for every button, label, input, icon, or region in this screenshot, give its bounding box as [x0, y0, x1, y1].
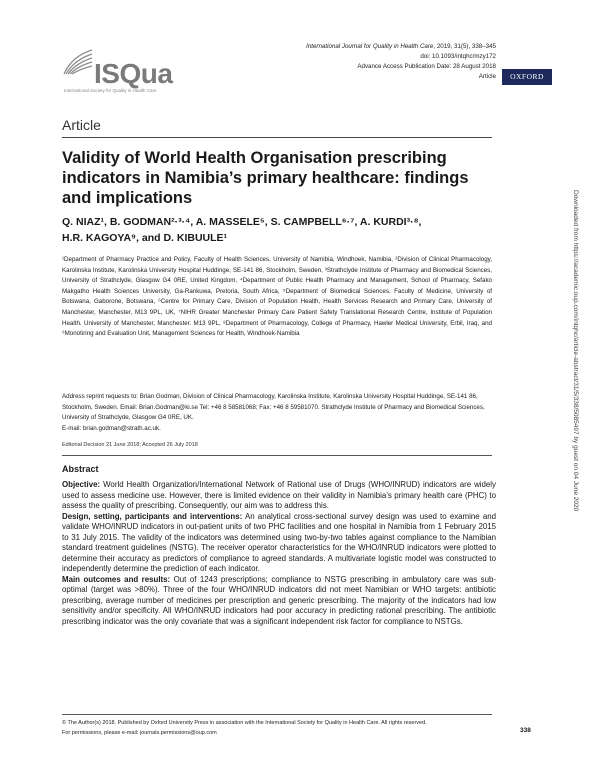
advance-access-date: Advance Access Publication Date: 28 August 2018	[357, 63, 496, 70]
abstract-body	[62, 480, 496, 627]
editorial-decision: Editorial Decision 21 June 2018; Accepted 26 July 2018	[62, 442, 198, 448]
reprint-email: E-mail: brian.godman@strath.ac.uk.	[62, 424, 161, 432]
reprint-address	[62, 392, 492, 434]
results-text: Out of 1243 prescriptions; compliance to NSTG prescribing in ambulatory care was sub-optimal (target was >80%). Three of the four WHO/INRUD indicators did not meet Namibian or WHO targets: antibiotic prescribing, average number of medicines per prescription and generic prescribing. The majority of the indicators had low sensitivity and/or specificity. All WHO/INRUD indicators had poor accuracy in predicting rational prescribing. The antibiotic prescribing indicator was the only covariate that was a significant independent risk factor for compliance to NSTGs.	[62, 574, 496, 626]
objective-label: Objective:	[62, 480, 101, 489]
author-line-2: H.R. KAGOYA⁹, and D. KIBUULE¹	[62, 232, 228, 244]
permissions-text: For permissions, please e-mail: journals.permissions@oup.com	[62, 730, 217, 736]
article-type: Article	[478, 73, 496, 80]
design-text: An analytical cross-sectional survey design was used to examine and validate WHO/INRUD indicators in out-patient units of two PHC facilities and one hospital in Namibia from 1 February 2015 to 31 July 2015. The validity of the indicators was determined using two-by-two tables against compliance to the Namibian standard treatment guidelines (NSTG). The receiver operator characteristics for the WHO/INRUD indicators were plotted to determine their accuracy as predictors of compliance to agreed standards. A multivariate logistic model was constructed to independently determine the prediction of each indicator.	[62, 511, 496, 573]
results-label: Main outcomes and results:	[62, 574, 171, 584]
abstract-objective	[62, 480, 496, 512]
author-list	[62, 214, 512, 246]
isqua-logo-text: ISQua	[94, 58, 173, 89]
page-number: 338	[520, 727, 531, 734]
abstract-design	[62, 512, 496, 575]
isqua-tagline: International Society for Quality in Health Care	[64, 88, 157, 93]
design-label: Design, setting, participants and interventions:	[62, 511, 243, 521]
journal-name: International Journal for Quality in Health Care	[306, 43, 434, 50]
journal-doi: doi: 10.1093/intqhc/mzy172	[420, 53, 496, 60]
oxford-logo: OXFORD	[502, 69, 552, 85]
author-line-1: Q. NIAZ¹, B. GODMAN²·³·⁴, A. MASSELE⁵, S. CAMPBELL⁶·⁷, A. KURDI³·⁸,	[62, 216, 422, 228]
copyright-block	[62, 718, 492, 738]
reprint-text: Address reprint requests to: Brian Godman, Division of Clinical Pharmacology, Karolinska Institute, Karolinska University Hospital Huddinge, SE-141 86, Stockholm, Sweden. Email: Brian.Godman@ki.se Tel: +46 8 58581068; Fax: +46 8 59581070. Strathclyde Institute of Pharmacy and Biomedical Sciences, University of Strathclyde, Glasgow G4 0RE, UK.	[62, 393, 485, 422]
footer-divider	[62, 714, 492, 715]
article-title: Validity of World Health Organisation prescribing indicators in Namibia’s primary healthcare: findings and implications	[62, 149, 469, 207]
journal-meta	[306, 42, 496, 82]
copyright-text: © The Author(s) 2018. Published by Oxford University Press in association with the International Society for Quality in Health Care. All rights reserved.	[62, 720, 427, 726]
isqua-logo-mark-icon	[62, 46, 94, 78]
objective-text: World Health Organization/International Network of Rational use of Drugs (WHO/INRUD) indicators are widely used to assess medicine use. However, there is limited evidence on their validity in Namibia’s primary health care (PHC) to assess the quality of prescribing. Consequently, our aim was to address this.	[62, 480, 496, 510]
journal-citation: , 2019, 31(5), 338–345	[433, 43, 496, 50]
article-label: Article	[62, 117, 101, 133]
abstract-results	[62, 575, 496, 628]
isqua-logo	[62, 40, 182, 96]
affiliations: ¹Department of Pharmacy Practice and Policy, Faculty of Health Sciences, University of Namibia, Windhoek, Namibia, ²Division of Clinical Pharmacology, Karolinska Institute, Karolinska University Hospital Huddinge, SE-141 86, Stockholm, Sweden, ³Strathclyde Institute of Pharmacy and Biomedical Sciences, University of Strathclyde, Glasgow G4 0RE, United Kingdom, ⁴Department of Public Health Pharmacy and Management, School of Pharmacy, Sefako Makgatho Health Sciences University, Ga-Rankuwa, Pretoria, South Africa, ⁵Department of Biomedical Sciences, Faculty of Medicine, University of Botswana, Gaborone, Botswana, ⁶Centre for Primary Care, Division of Population Health, Health Services Research and Primary Care, University of Manchester, Manchester, M13 9PL, UK, ⁷NIHR Greater Manchester Primary Care Patient Safety Translational Research Centre, Institute of Population Health. University of Manchester, Manchester. M13 9PL, ⁸Department of Pharmacology, College of Pharmacy, Hawler Medical University, Erbil, Iraq, and ⁹Monotiring and Evaluation Unit, Management Sciences for Health, Windhoek-Namibia	[62, 256, 492, 338]
abstract-divider-top	[62, 455, 492, 456]
header-divider	[62, 137, 492, 138]
abstract-heading: Abstract	[62, 464, 99, 474]
download-watermark: Downloaded from https://academic.oup.com/intqhc/article-abstract/31/5/338/5085497 by guest on 04 June 2020	[572, 190, 579, 512]
